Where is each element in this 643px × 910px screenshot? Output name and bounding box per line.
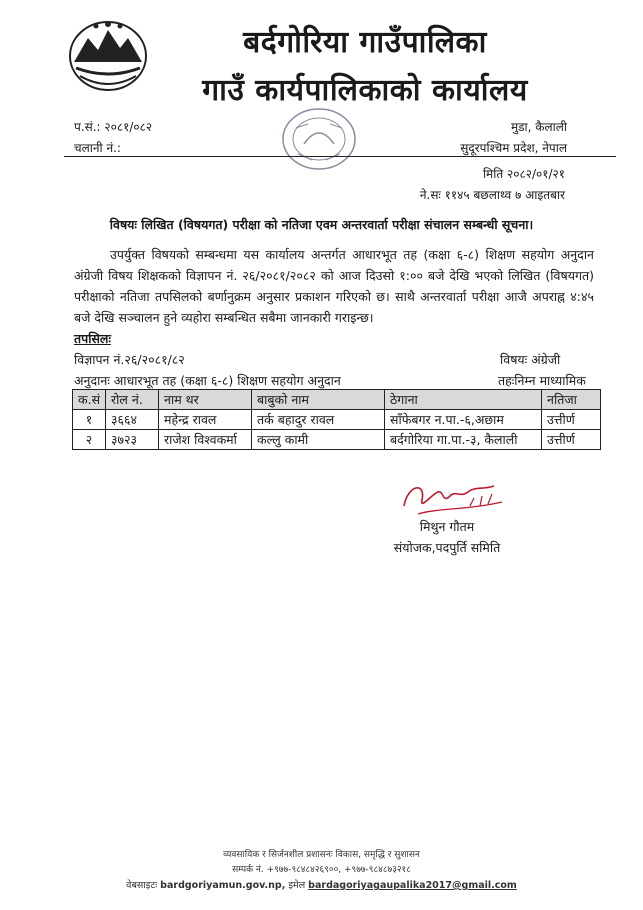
column-header: बाबुको नाम	[252, 390, 385, 410]
table-row	[73, 410, 601, 430]
date-nepal-sambat: ने.सः ११४५ बछलाथ्व ७ आइतबार	[419, 188, 565, 202]
column-header: ठेगाना	[385, 390, 542, 410]
reference-number: प.सं.: २०८१/०८२	[74, 120, 153, 134]
table-header-row	[73, 390, 601, 410]
address-cell: साँफेबगर न.पा.-६,अछाम	[385, 410, 542, 430]
office-title: गाउँ कार्यपालिकाको कार्यालय	[202, 73, 528, 108]
address-line-2: सुदूरपश्चिम प्रदेश, नेपाल	[460, 141, 567, 155]
candidate-name-cell: राजेश विश्वकर्मा	[159, 430, 252, 450]
footer-contact: सम्पर्क नं. +९७७-९८४८४२६९००, +९७७-९८४८७३२१८	[232, 865, 411, 875]
notice-body: उपर्युक्त विषयको सम्बन्धमा यस कार्यालय अन्तर्गत आधारभूत तह (कक्षा ६-८) शिक्षण सहयोग अनुदान अंग्रेजी विषय शिक्षकको विज्ञापन नं. २६/२०८१/२०८२ को आज दिउसो १:०० बजे देखि भएको लिखित (विषयगत) परीक्षाको नतिजा तपसिलको बर्णानुक्रम अनुसार प्रकाशन गरिएको छ। साथै अन्तरवार्ता परीक्षा आजै अपराह्न ४:४५ बजे देखि सञ्चालन हुने व्यहोरा सम्बन्धित सबैमा जानकारी गराइन्छ।	[74, 247, 594, 325]
email-link[interactable]: bardagoriyagaupalika2017@gmail.com	[308, 880, 517, 891]
results-table	[72, 389, 601, 450]
column-header: रोल नं.	[106, 390, 159, 410]
signatory-name: मिथुन गौतम	[419, 519, 475, 534]
nepal-emblem-icon	[66, 16, 150, 94]
father-name-cell: कल्लु कामी	[252, 430, 385, 450]
address-cell: बर्दगोरिया गा.पा.-३, कैलाली	[385, 430, 542, 450]
signature-icon	[398, 476, 508, 520]
candidate-name-cell: महेन्द्र रावल	[159, 410, 252, 430]
website-label: वेबसाइटः	[126, 880, 158, 891]
dispatch-number: चलानी नं.:	[74, 141, 121, 155]
result-cell: उत्तीर्ण	[542, 430, 601, 450]
serial-cell: २	[73, 430, 106, 450]
notice-subject: विषयः लिखित (विषयगत) परीक्षा को नतिजा एवम अन्तरवार्ता परीक्षा संचालन सम्बन्धी सूचना।	[109, 217, 534, 232]
grant-type: अनुदानः आधारभूत तह (कक्षा ६-८) शिक्षण सहयोग अनुदान	[74, 373, 341, 388]
office-stamp-icon	[278, 104, 360, 174]
level-label: तहःनिम्न माध्यामिक	[498, 373, 586, 388]
subject-label: विषयः अंग्रेजी	[500, 352, 561, 367]
signatory-role: संयोजक,पदपुर्ति समिति	[393, 540, 501, 555]
father-name-cell: तर्क बहादुर रावल	[252, 410, 385, 430]
table-row	[73, 430, 601, 450]
footer-motto: व्यवसायिक र सिर्जनशील प्रशासनः विकास, समृद्धि र सुशासन	[223, 850, 420, 860]
details-heading: तपसिलः	[74, 331, 111, 346]
serial-cell: १	[73, 410, 106, 430]
date-bs: मिति २०८२/०१/२१	[482, 167, 565, 181]
address-line-1: मुडा, कैलाली	[510, 120, 567, 134]
roll-number-cell: ३६६४	[106, 410, 159, 430]
result-cell: उत्तीर्ण	[542, 410, 601, 430]
header-divider	[64, 156, 616, 157]
column-header: नाम थर	[159, 390, 252, 410]
municipality-title: बर्दगोरिया गाउँपालिका	[243, 25, 487, 60]
roll-number-cell: ३७२३	[106, 430, 159, 450]
advertisement-number: विज्ञापन नं.२६/२०८१/८२	[74, 352, 185, 367]
email-label: इमेल	[288, 880, 306, 891]
column-header: क.सं	[73, 390, 106, 410]
website-link[interactable]: bardgoriyamun.gov.np,	[160, 880, 286, 891]
footer-web	[60, 878, 583, 891]
column-header: नतिजा	[542, 390, 601, 410]
